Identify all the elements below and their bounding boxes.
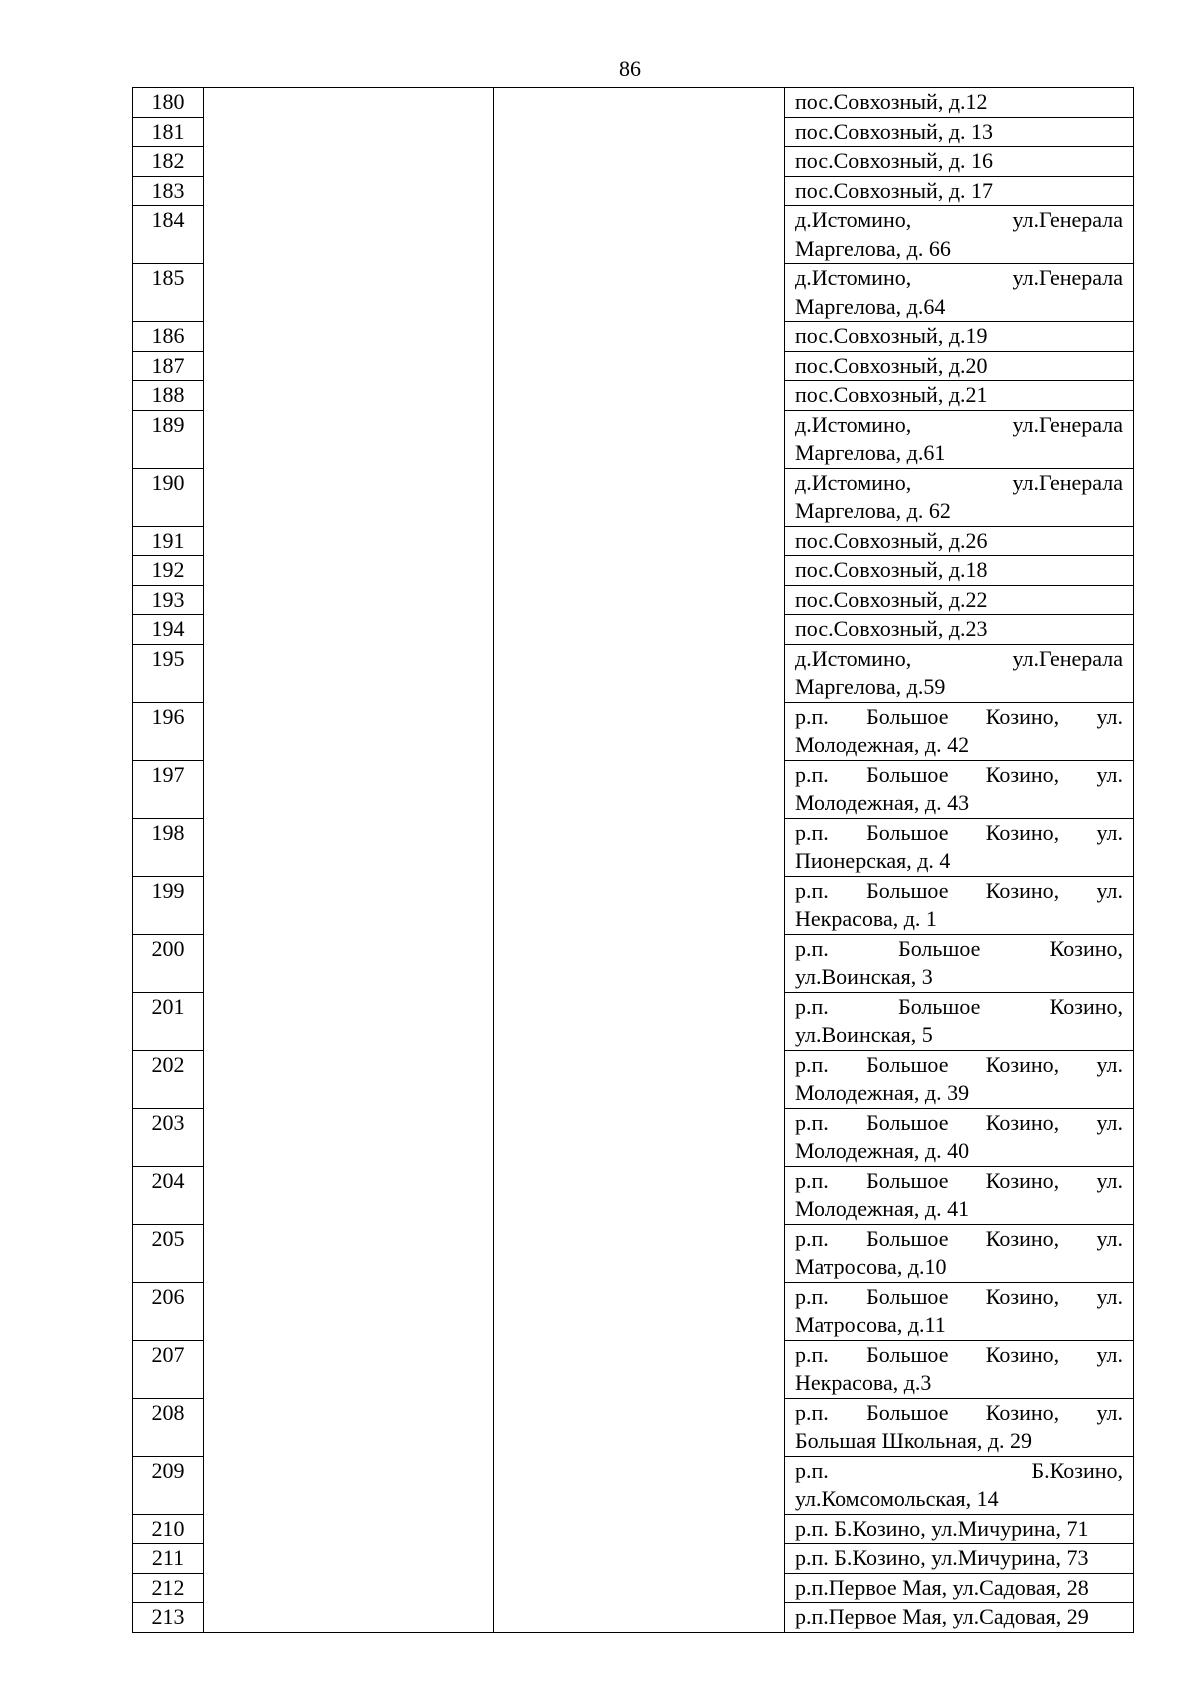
row-number: 213 xyxy=(133,1603,204,1633)
address-line: Маргелова, д.64 xyxy=(795,293,946,319)
row-number: 192 xyxy=(133,556,204,586)
address-cell xyxy=(785,147,1134,177)
address-cell xyxy=(785,206,1134,264)
row-number: 205 xyxy=(133,1224,204,1282)
address-line: р.п.Первое Мая, ул.Садовая, 28 xyxy=(795,1574,1089,1600)
address-cell xyxy=(785,1224,1134,1282)
address-line: пос.Совхозный, д. 17 xyxy=(795,177,994,203)
address-line: Маргелова, д. 62 xyxy=(795,498,951,523)
row-number: 211 xyxy=(133,1544,204,1574)
row-number: 187 xyxy=(133,351,204,381)
row-number: 184 xyxy=(133,206,204,264)
address-line: ул.Воинская, 3 xyxy=(795,964,933,989)
address-line: пос.Совхозный, д.21 xyxy=(795,382,988,407)
row-number: 182 xyxy=(133,147,204,177)
address-line: ул.Комсомольская, 14 xyxy=(795,1486,999,1511)
page-number: 86 xyxy=(619,56,641,81)
address-line: Молодежная, д. 43 xyxy=(795,790,970,815)
row-number: 190 xyxy=(133,468,204,526)
row-number: 181 xyxy=(133,117,204,147)
address-line: Маргелова, д. 66 xyxy=(795,235,951,261)
address-line: пос.Совхозный, д. 16 xyxy=(795,148,994,173)
address-cell xyxy=(785,1603,1134,1633)
address-line: Молодежная, д. 41 xyxy=(795,1196,970,1221)
row-number: 199 xyxy=(133,876,204,934)
address-line: Большая Школьная, д. 29 xyxy=(795,1428,1033,1453)
address-line: д.Истомино, ул.Генерала xyxy=(795,265,1123,290)
address-line: пос.Совхозный, д.26 xyxy=(795,527,988,553)
address-cell xyxy=(785,1050,1134,1108)
address-line: Маргелова, д.61 xyxy=(795,440,946,465)
address-cell xyxy=(785,1573,1134,1603)
address-line: р.п. Большое Козино, ул. xyxy=(795,877,1123,903)
column-2-merged-cell xyxy=(204,88,494,1633)
address-line: Молодежная, д. 40 xyxy=(795,1138,970,1163)
address-line: Маргелова, д.59 xyxy=(795,674,946,699)
address-cell xyxy=(785,351,1134,381)
address-cell xyxy=(785,1544,1134,1574)
column-3-merged-cell xyxy=(494,88,785,1633)
address-line: р.п. Большое Козино, xyxy=(795,993,1123,1019)
address-line: Молодежная, д. 39 xyxy=(795,1080,970,1105)
address-line: д.Истомино, ул.Генерала xyxy=(795,411,1123,437)
row-number: 204 xyxy=(133,1166,204,1224)
address-line: р.п. Большое Козино, ул. xyxy=(795,1167,1123,1193)
address-cell xyxy=(785,818,1134,876)
address-cell xyxy=(785,1398,1134,1456)
row-number: 201 xyxy=(133,992,204,1050)
address-cell xyxy=(785,760,1134,818)
row-number: 185 xyxy=(133,264,204,322)
address-cell xyxy=(785,1456,1134,1514)
address-line: д.Истомино, ул.Генерала xyxy=(795,469,1123,495)
address-cell xyxy=(785,1282,1134,1340)
row-number: 210 xyxy=(133,1514,204,1544)
address-line: р.п. Большое Козино, ул. xyxy=(795,703,1123,729)
address-cell xyxy=(785,1340,1134,1398)
address-cell xyxy=(785,410,1134,468)
address-line: р.п. Большое Козино, ул. xyxy=(795,1341,1123,1367)
address-line: Молодежная, д. 42 xyxy=(795,732,970,757)
row-number: 202 xyxy=(133,1050,204,1108)
address-line: д.Истомино, ул.Генерала xyxy=(795,207,1123,232)
address-cell xyxy=(785,117,1134,147)
row-number: 186 xyxy=(133,322,204,352)
address-line: р.п. Большое Козино, ул. xyxy=(795,1051,1123,1077)
address-line: Некрасова, д.3 xyxy=(795,1370,932,1395)
address-cell xyxy=(785,526,1134,556)
address-line: пос.Совхозный, д. 13 xyxy=(795,118,994,144)
address-line: пос.Совхозный, д.22 xyxy=(795,586,988,612)
row-number: 195 xyxy=(133,644,204,702)
address-line: р.п. Большое Козино, ул. xyxy=(795,1399,1123,1425)
address-cell xyxy=(785,585,1134,615)
address-line: пос.Совхозный, д.12 xyxy=(795,89,988,114)
address-cell xyxy=(785,934,1134,992)
address-line: р.п. Большое Козино, xyxy=(795,935,1123,961)
row-number: 208 xyxy=(133,1398,204,1456)
address-cell xyxy=(785,88,1134,118)
row-number: 212 xyxy=(133,1573,204,1603)
address-line: р.п. Б.Козино, ул.Мичурина, 71 xyxy=(795,1515,1089,1541)
address-cell xyxy=(785,644,1134,702)
address-cell xyxy=(785,1166,1134,1224)
row-number: 200 xyxy=(133,934,204,992)
address-line: р.п. Большое Козино, ул. xyxy=(795,819,1123,845)
address-cell xyxy=(785,381,1134,411)
row-number: 189 xyxy=(133,410,204,468)
address-line: р.п. Большое Козино, ул. xyxy=(795,1283,1123,1309)
row-number: 188 xyxy=(133,381,204,411)
address-line: р.п. Б.Козино, xyxy=(795,1457,1123,1483)
address-line: р.п. Большое Козино, ул. xyxy=(795,1225,1123,1251)
row-number: 194 xyxy=(133,615,204,645)
address-line: Некрасова, д. 1 xyxy=(795,906,937,931)
address-line: пос.Совхозный, д.20 xyxy=(795,352,988,378)
row-number: 196 xyxy=(133,702,204,760)
row-number: 193 xyxy=(133,585,204,615)
address-cell xyxy=(785,1514,1134,1544)
address-cell xyxy=(785,615,1134,645)
address-line: пос.Совхозный, д.19 xyxy=(795,323,988,348)
row-number: 209 xyxy=(133,1456,204,1514)
address-cell xyxy=(785,176,1134,206)
address-line: д.Истомино, ул.Генерала xyxy=(795,645,1123,671)
address-cell xyxy=(785,702,1134,760)
address-cell xyxy=(785,1108,1134,1166)
address-line: Матросова, д.11 xyxy=(795,1312,946,1337)
row-number: 183 xyxy=(133,176,204,206)
address-cell xyxy=(785,264,1134,322)
address-cell xyxy=(785,556,1134,586)
address-line: пос.Совхозный, д.18 xyxy=(795,557,988,582)
address-line: Пионерская, д. 4 xyxy=(795,848,951,873)
row-number: 203 xyxy=(133,1108,204,1166)
row-number: 207 xyxy=(133,1340,204,1398)
address-line: р.п.Первое Мая, ул.Садовая, 29 xyxy=(795,1604,1089,1629)
address-line: р.п. Большое Козино, ул. xyxy=(795,1109,1123,1135)
address-line: р.п. Большое Козино, ул. xyxy=(795,761,1123,787)
row-number: 197 xyxy=(133,760,204,818)
row-number: 198 xyxy=(133,818,204,876)
address-line: р.п. Б.Козино, ул.Мичурина, 73 xyxy=(795,1545,1089,1570)
row-number: 191 xyxy=(133,526,204,556)
address-cell xyxy=(785,322,1134,352)
address-cell xyxy=(785,876,1134,934)
address-table-body xyxy=(133,88,1134,1633)
address-cell xyxy=(785,468,1134,526)
row-number: 206 xyxy=(133,1282,204,1340)
address-line: ул.Воинская, 5 xyxy=(795,1022,933,1047)
address-table xyxy=(132,87,1134,1633)
address-line: пос.Совхозный, д.23 xyxy=(795,616,988,641)
table-row xyxy=(133,88,1134,118)
row-number: 180 xyxy=(133,88,204,118)
address-cell xyxy=(785,992,1134,1050)
address-line: Матросова, д.10 xyxy=(795,1254,947,1279)
